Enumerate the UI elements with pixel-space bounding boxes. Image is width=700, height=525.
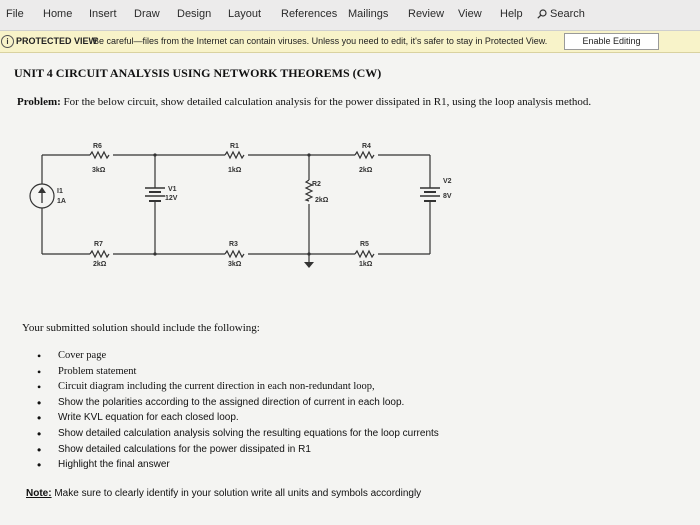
r2-value: 2kΩ xyxy=(315,197,329,204)
list-item: • Show detailed calculation analysis solving the resulting equations for the loop currents xyxy=(37,428,439,444)
battery-v2-symbol xyxy=(420,188,440,201)
i1-name: I1 xyxy=(57,188,63,195)
list-item: • Problem statement xyxy=(37,366,439,382)
resistor-r6-symbol xyxy=(90,152,109,158)
r5-value: 1kΩ xyxy=(359,261,373,268)
r7-value: 2kΩ xyxy=(93,261,107,268)
v2-value: 8V xyxy=(443,193,452,200)
r4-name: R4 xyxy=(362,143,371,150)
r2-name: R2 xyxy=(312,181,321,188)
protected-view-message: Be careful—files from the Internet can contain viruses. Unless you need to edit, it's safer to stay in Protected View. xyxy=(93,36,548,46)
resistor-r1-symbol xyxy=(225,152,244,158)
list-item: • Cover page xyxy=(37,350,439,366)
list-item: • Circuit diagram including the current direction in each non-redundant loop, xyxy=(37,381,439,397)
tab-layout[interactable]: Layout xyxy=(228,8,262,20)
unit-heading: UNIT 4 CIRCUIT ANALYSIS USING NETWORK THEOREMS (CW) xyxy=(14,66,382,80)
problem-label: Problem: xyxy=(17,96,61,108)
r1-name: R1 xyxy=(230,143,239,150)
note-label: Note: xyxy=(26,488,52,499)
r1-value: 1kΩ xyxy=(228,167,242,174)
list-item: • Highlight the final answer xyxy=(37,459,439,475)
info-icon: i xyxy=(1,35,14,48)
r3-value: 3kΩ xyxy=(228,261,242,268)
tab-help[interactable]: Help xyxy=(500,8,523,20)
r5-name: R5 xyxy=(360,241,369,248)
note xyxy=(26,488,421,499)
resistor-r5-symbol xyxy=(355,251,374,257)
battery-v1-symbol xyxy=(145,188,165,201)
resistor-r4-symbol xyxy=(355,152,374,158)
requirements-intro: Your submitted solution should include the following: xyxy=(22,322,260,334)
tab-insert[interactable]: Insert xyxy=(89,8,117,20)
list-item: • Write KVL equation for each closed loop. xyxy=(37,412,439,428)
tab-draw[interactable]: Draw xyxy=(134,8,160,20)
tab-view[interactable]: View xyxy=(458,8,482,20)
i1-value: 1A xyxy=(57,198,66,205)
tab-review[interactable]: Review xyxy=(408,8,445,20)
enable-editing-button[interactable]: Enable Editing xyxy=(564,33,659,50)
tab-references[interactable]: References xyxy=(281,8,338,20)
tab-file[interactable]: File xyxy=(6,8,24,20)
ground-icon xyxy=(304,262,314,268)
tab-design[interactable]: Design xyxy=(177,8,212,20)
tab-home[interactable]: Home xyxy=(43,8,73,20)
note-text: Make sure to clearly identify in your solution write all units and symbols accordingly xyxy=(54,488,422,499)
resistor-r7-symbol xyxy=(90,251,109,257)
resistor-r3-symbol xyxy=(225,251,244,257)
v2-name: V2 xyxy=(443,178,452,185)
requirements-list xyxy=(37,350,439,475)
protected-view-title: PROTECTED VIEW xyxy=(16,36,98,46)
list-item: • Show detailed calculations for the power dissipated in R1 xyxy=(37,444,439,460)
v1-value: 12V xyxy=(165,195,178,202)
search-label: Search xyxy=(550,8,585,20)
r6-value: 3kΩ xyxy=(92,167,106,174)
r7-name: R7 xyxy=(94,241,103,248)
r4-value: 2kΩ xyxy=(359,167,373,174)
tab-mailings[interactable]: Mailings xyxy=(348,8,389,20)
problem-text: For the below circuit, show detailed calculation analysis for the power dissipated in R1, using the loop analysis method. xyxy=(63,96,592,108)
list-item: • Show the polarities according to the assigned direction of current in each loop. xyxy=(37,397,439,413)
r3-name: R3 xyxy=(229,241,238,248)
v1-name: V1 xyxy=(168,186,177,193)
r6-name: R6 xyxy=(93,143,102,150)
